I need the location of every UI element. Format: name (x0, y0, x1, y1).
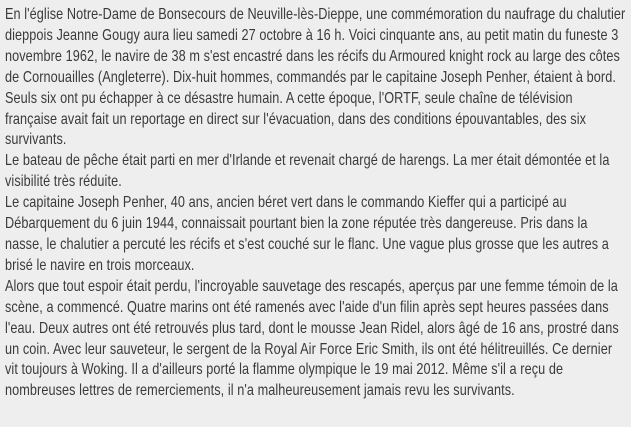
paragraph-capitaine-penher: Le capitaine Joseph Penher, 40 ans, ancien béret vert dans le commando Kieffer qui a participé au Débarquement du 6 juin 1944, connaissait pourtant bien la zone réputée très dangereuse. Pris dans la nasse, le chalutier a percuté les récifs et s'est couché sur le flanc. Une vague plus grosse que les autres a brisé le navire en trois morceaux. (5, 194, 609, 274)
paragraph-bateau-peche: Le bateau de pêche était parti en mer d'Irlande et revenait chargé de harengs. La mer était démontée et la visibilité très réduite. (5, 152, 610, 191)
paragraph-sauvetage: Alors que tout espoir était perdu, l'incroyable sauvetage des rescapés, aperçus par une femme témoin de la scène, a commencé. Quatre marins ont été ramenés avec l'aide d'un filin après sept heures passées dans l'eau. Deux autres ont été retrouvés plus tard, dont le mousse Jean Ridel, alors âgé de 16 ans, prostré dans un coin. Avec leur sauveteur, le sergent de la Royal Air Force Eric Smith, ils ont été hélitreuillés. Ce dernier vit toujours à Woking. Il a d'ailleurs porté la flamme olympique le 19 mai 2012. Même s'il a reçu de nombreuses lettres de remerciements, il n'a malheureusement jamais revu les survivants. (5, 277, 619, 400)
paragraph-intro-commemoration: En l'église Notre-Dame de Bonsecours de Neuville-lès-Dieppe, une commémoration du naufrage du chalutier dieppois Jeanne Gougy aura lieu samedi 27 octobre à 16 h. Voici cinquante ans, au petit matin du funeste 3 novembre 1962, le navire de 38 m s'est encastré dans les récifs du Armoured knight rock au large des côtes de Cornouailles (Angleterre). Dix-huit hommes, commandés par le capitaine Joseph Penher, étaient à bord. Seuls six ont pu échapper à ce désastre humain. A cette époque, l'ORTF, seule chaîne de télévision française avait fait un reportage en direct sur l'évacuation, dans des conditions épouvantables, des six survivants. (5, 6, 626, 149)
